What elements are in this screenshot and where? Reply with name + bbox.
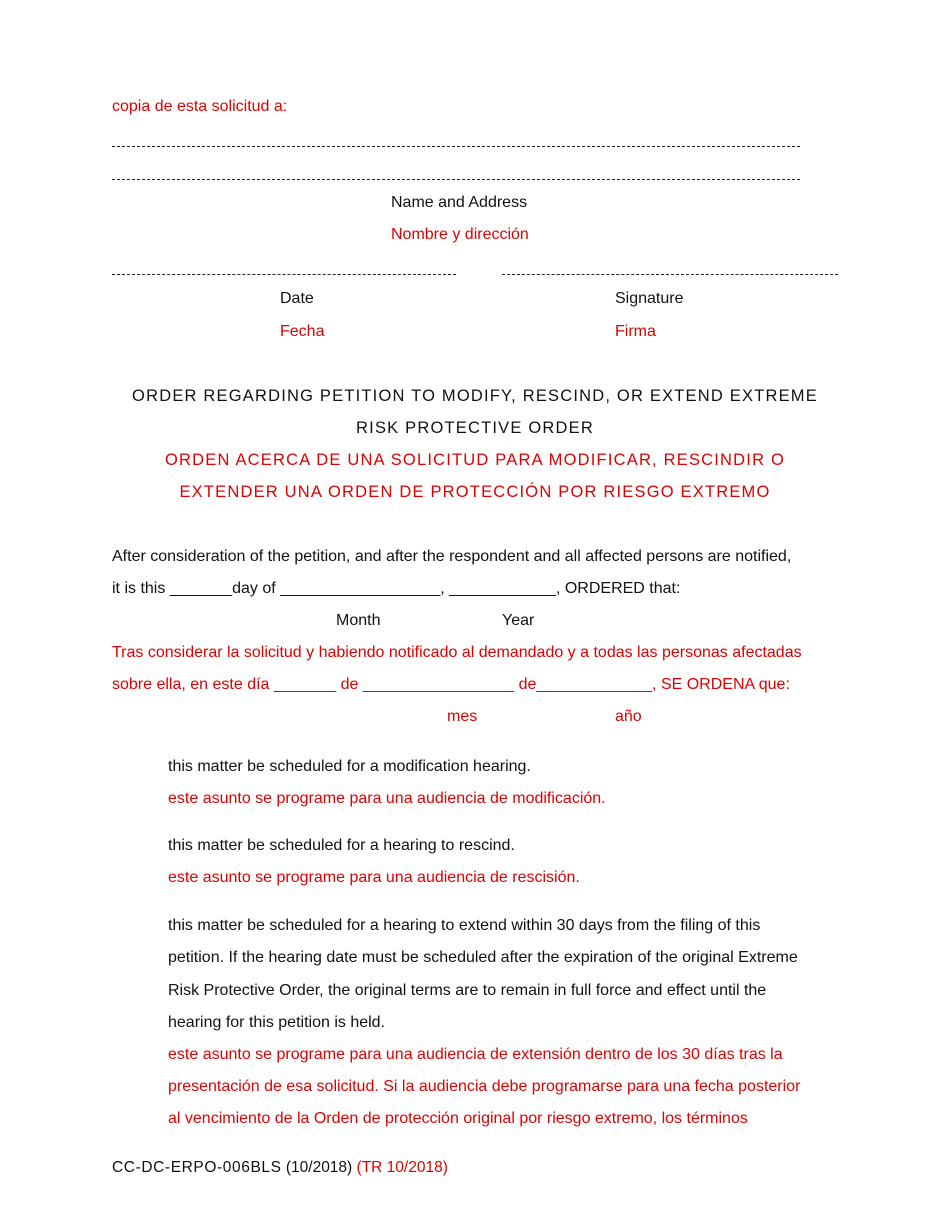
month-label: Month xyxy=(336,612,381,629)
date-label-es: Fecha xyxy=(280,323,325,340)
item-extend-hearing-es-line-3: al vencimiento de la Orden de protección original por riesgo extremo, los términos xyxy=(168,1110,748,1127)
item-modification-hearing: this matter be scheduled for a modification hearing. xyxy=(168,758,531,775)
order-title-es-line-2: EXTENDER UNA ORDEN DE PROTECCIÓN POR RIESGO EXTREMO xyxy=(179,483,771,501)
year-label-es: año xyxy=(615,708,642,725)
date-label: Date xyxy=(280,290,314,307)
item-extend-hearing-line-2: petition. If the hearing date must be scheduled after the expiration of the original Extreme xyxy=(168,949,798,966)
order-title-line-1: ORDER REGARDING PETITION TO MODIFY, RESCIND, OR EXTEND EXTREME xyxy=(132,387,818,405)
ordered-paragraph-es-line-1: Tras considerar la solicitud y habiendo notificado al demandado y a todas las personas afectadas xyxy=(112,644,802,661)
signature-blank-line[interactable] xyxy=(502,274,838,275)
signature-label: Signature xyxy=(615,290,684,307)
copy-request-label: copia de esta solicitud a: xyxy=(112,98,288,115)
name-address-label-es: Nombre y dirección xyxy=(391,226,529,243)
item-rescind-hearing-es: este asunto se programe para una audiencia de rescisión. xyxy=(168,869,580,886)
ordered-paragraph-line-1: After consideration of the petition, and after the respondent and all affected persons are notified, xyxy=(112,548,792,565)
order-title-line-2: RISK PROTECTIVE ORDER xyxy=(356,419,594,437)
address-blank-line-1[interactable] xyxy=(112,146,800,147)
date-blank-line[interactable] xyxy=(112,274,456,275)
ordered-paragraph-line-2: it is this _______day of __________________, ____________, ORDERED that: xyxy=(112,580,681,597)
ordered-paragraph-es-line-2: sobre ella, en este día _______ de _________________ de_____________, SE ORDENA que: xyxy=(112,676,790,693)
item-extend-hearing-line-3: Risk Protective Order, the original terms are to remain in full force and effect until the xyxy=(168,982,767,999)
item-extend-hearing-es-line-1: este asunto se programe para una audiencia de extensión dentro de los 30 días tras la xyxy=(168,1046,783,1063)
name-address-label: Name and Address xyxy=(391,194,528,211)
form-number: CC-DC-ERPO-006BLS xyxy=(112,1159,282,1176)
order-title-es-line-1: ORDEN ACERCA DE UNA SOLICITUD PARA MODIFICAR, RESCINDIR O xyxy=(164,451,785,469)
item-extend-hearing-line-1: this matter be scheduled for a hearing to extend within 30 days from the filing of this xyxy=(168,917,761,934)
signature-label-es: Firma xyxy=(615,323,656,340)
form-revision: (10/2018) xyxy=(285,1159,353,1176)
form-footer xyxy=(112,1158,448,1178)
form-translation-revision: (TR 10/2018) xyxy=(356,1159,448,1176)
item-extend-hearing-line-4: hearing for this petition is held. xyxy=(168,1014,386,1031)
month-label-es: mes xyxy=(447,708,478,725)
year-label: Year xyxy=(502,612,535,629)
item-modification-hearing-es: este asunto se programe para una audiencia de modificación. xyxy=(168,790,606,807)
address-blank-line-2[interactable] xyxy=(112,179,800,180)
item-extend-hearing-es-line-2: presentación de esa solicitud. Si la audiencia debe programarse para una fecha posterior xyxy=(168,1078,801,1095)
item-rescind-hearing: this matter be scheduled for a hearing to rescind. xyxy=(168,837,515,854)
